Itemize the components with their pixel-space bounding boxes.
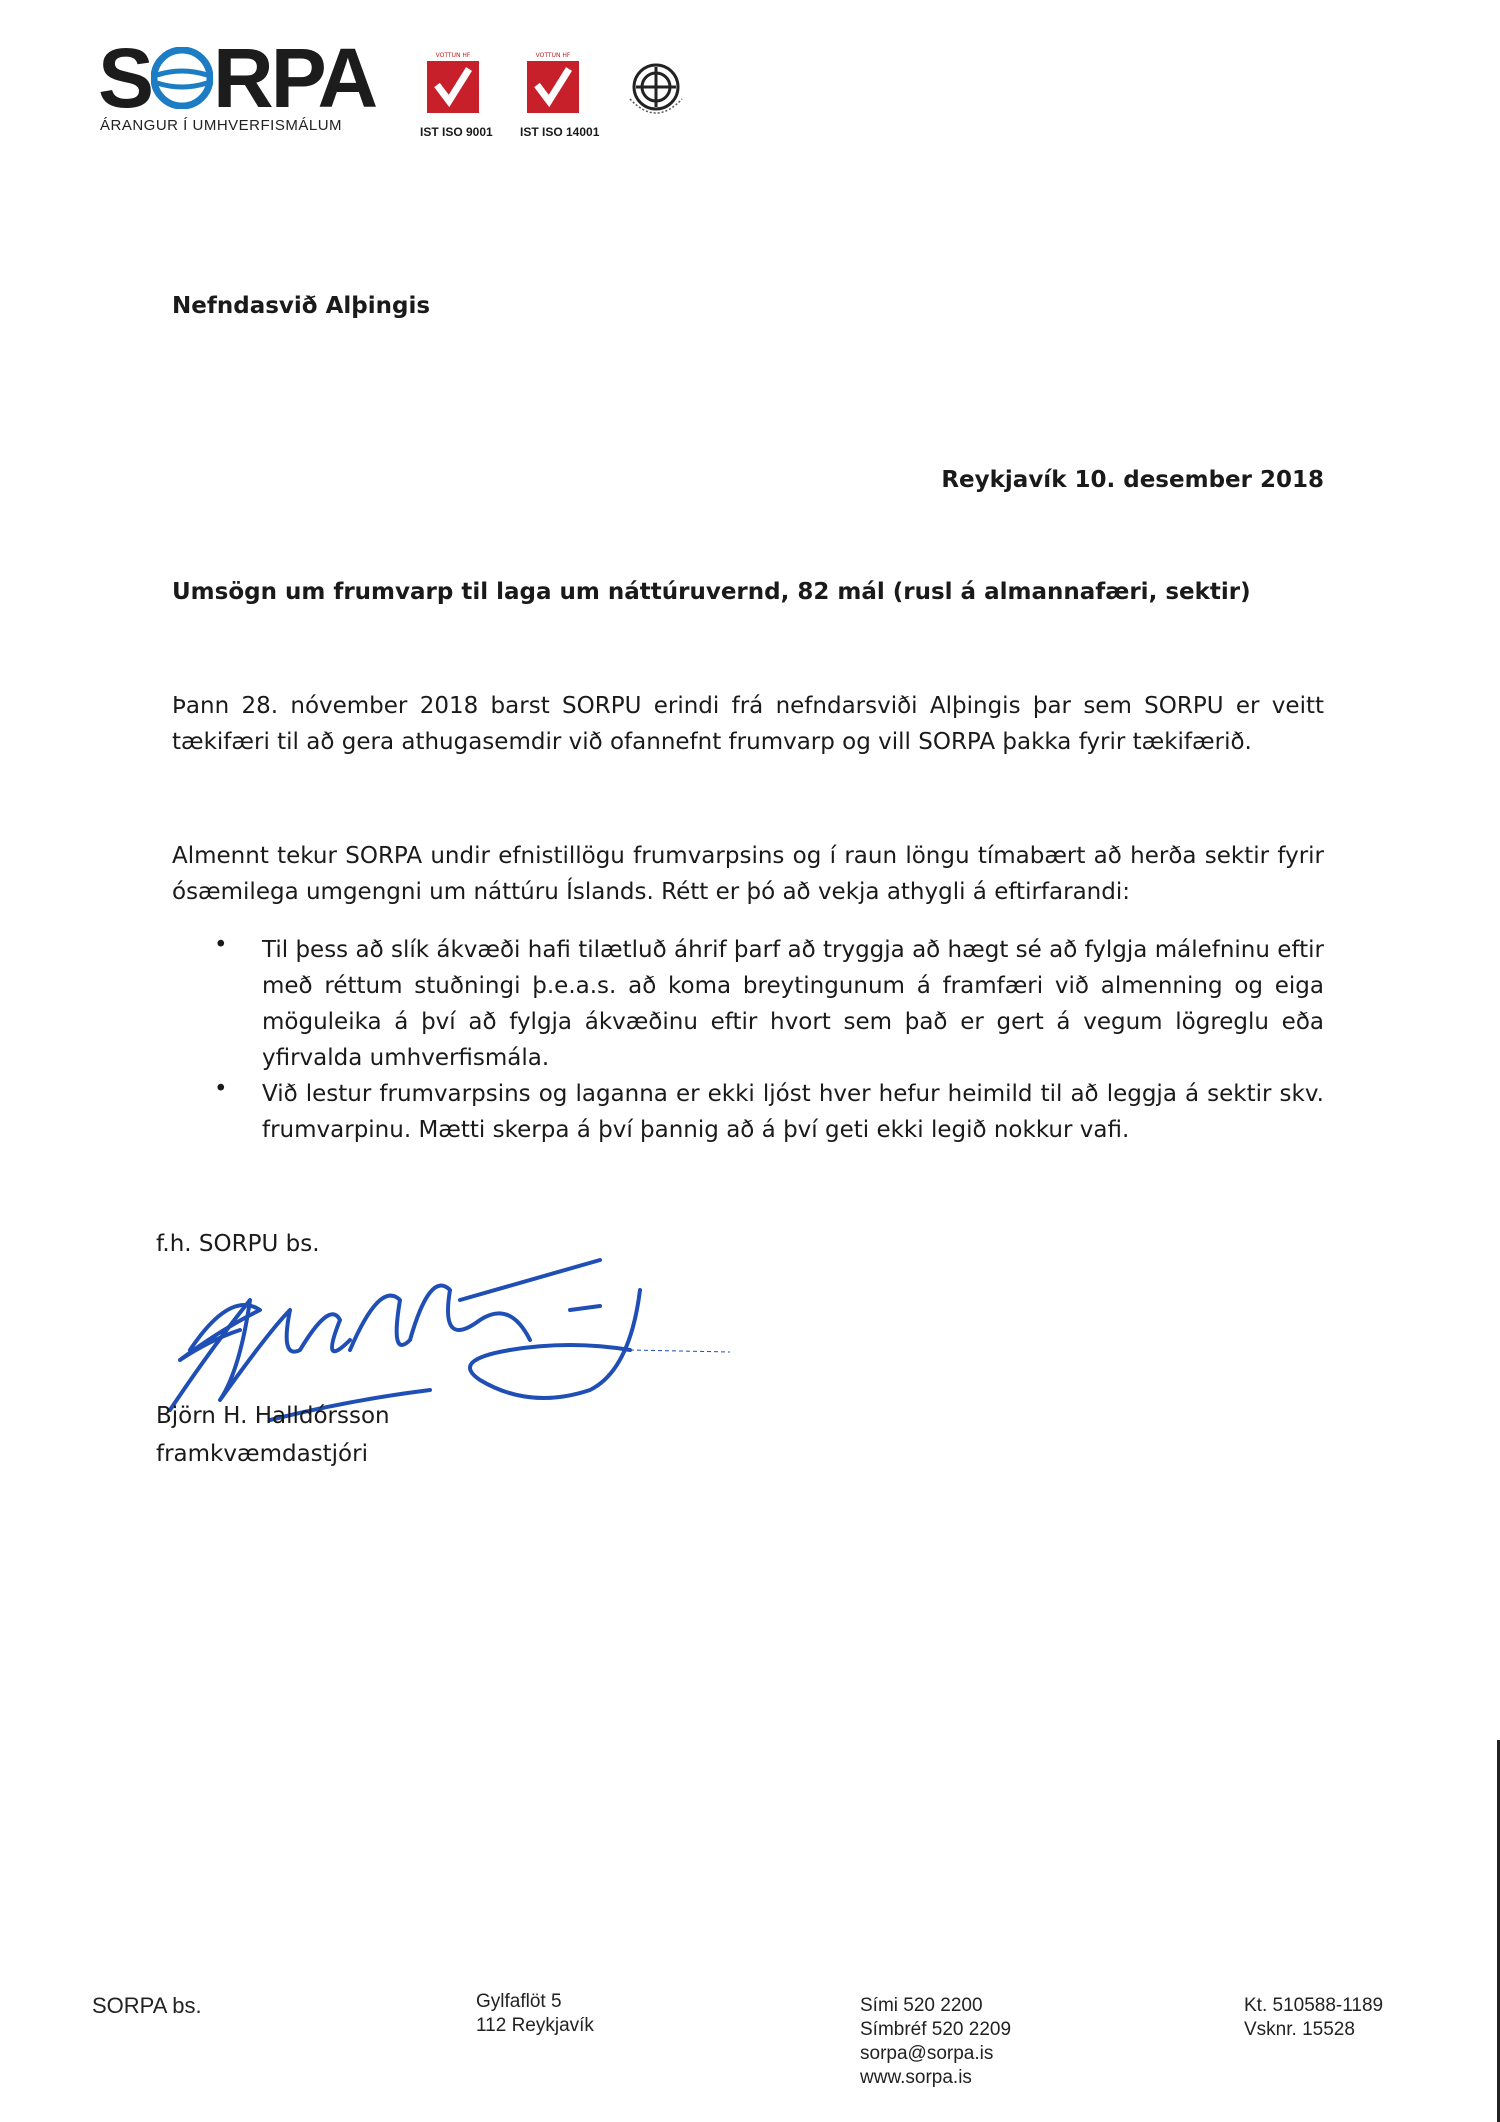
cert2-top-text: VOTTUN HF <box>535 52 571 59</box>
cert1-top-text: VOTTUN HF <box>435 52 471 59</box>
footer-vsk: Vsknr. 15528 <box>1244 2019 1355 2040</box>
paragraph-1: Þann 28. nóvember 2018 barst SORPU erindi frá nefndarsviði Alþingis þar sem SORPU er veitt tækifæri til að gera athugasemdir við ofannefnt frumvarp og vill SORPA þakka fyrir tækifærið. <box>172 693 1324 755</box>
signer-name: Björn H. Halldórsson <box>156 1403 390 1429</box>
bullet-icon: • <box>214 1076 228 1102</box>
bullet-item-2: Við lestur frumvarpsins og laganna er ekki ljóst hver hefur heimild til að leggja á sektir skv. frumvarpinu. Mætti skerpa á því þannig að á því geti ekki legið nokkur vafi. <box>262 1081 1324 1143</box>
bullet-icon: • <box>214 932 228 958</box>
letter-date: Reykjavík 10. desember 2018 <box>941 467 1324 493</box>
paragraph-2: Almennt tekur SORPA undir efnistillögu frumvarpsins og í raun löngu tímabært að herða sektir fyrir ósæmilega umgengni um náttúru Íslands. Rétt er þó að vekja athygli á eftirfarandi: <box>172 843 1324 905</box>
footer-org: SORPA bs. <box>92 1993 202 2018</box>
footer-contact <box>860 1994 1011 2090</box>
logo-letters-rpa: RPA <box>213 31 376 125</box>
checkmark-icon <box>423 59 483 119</box>
address-line-2: 112 Reykjavík <box>476 2015 594 2036</box>
cert1-label: IST ISO 9001 <box>420 125 493 139</box>
footer-phone: Sími 520 2200 <box>860 1995 983 2016</box>
footer-email: sorpa@sorpa.is <box>860 2043 994 2064</box>
address-line-1: Gylfaflöt 5 <box>476 1991 562 2012</box>
footer-web: www.sorpa.is <box>860 2067 972 2088</box>
closing: f.h. SORPU bs. <box>156 1231 320 1257</box>
footer-address <box>476 1990 594 2038</box>
iso-9001-badge <box>420 52 493 139</box>
footer-fax: Símbréf 520 2209 <box>860 2019 1012 2040</box>
recipient: Nefndasvið Alþingis <box>172 293 431 319</box>
letter-subject: Umsögn um frumvarp til laga um náttúruvernd, 82 mál (rusl á almannafæri, sektir) <box>172 579 1251 605</box>
certification-seal-icon <box>622 55 690 123</box>
logo-o-icon <box>151 47 213 109</box>
footer-ids <box>1244 1994 1383 2042</box>
logo-letter-s: S <box>98 31 152 125</box>
checkmark-icon <box>523 59 583 119</box>
logo-tagline: ÁRANGUR Í UMHVERFISMÁLUM <box>100 117 343 134</box>
signer-title: framkvæmdastjóri <box>156 1441 368 1467</box>
bullet-item-1: Til þess að slík ákvæði hafi tilætluð áhrif þarf að tryggja að hægt sé að fylgja málefninu eftir með réttum stuðningi þ.e.a.s. að koma breytingunum á framfæri við almenning og eiga möguleika á því að fylgja ákvæðinu eftir hvort sem það er gert á vegum lögreglu eða yfirvalda umhverfismála. <box>262 937 1324 1071</box>
cert2-label: IST ISO 14001 <box>520 125 600 139</box>
iso-14001-badge <box>520 52 600 139</box>
sorpa-logo <box>98 31 376 125</box>
footer-kt: Kt. 510588-1189 <box>1244 1995 1384 2016</box>
